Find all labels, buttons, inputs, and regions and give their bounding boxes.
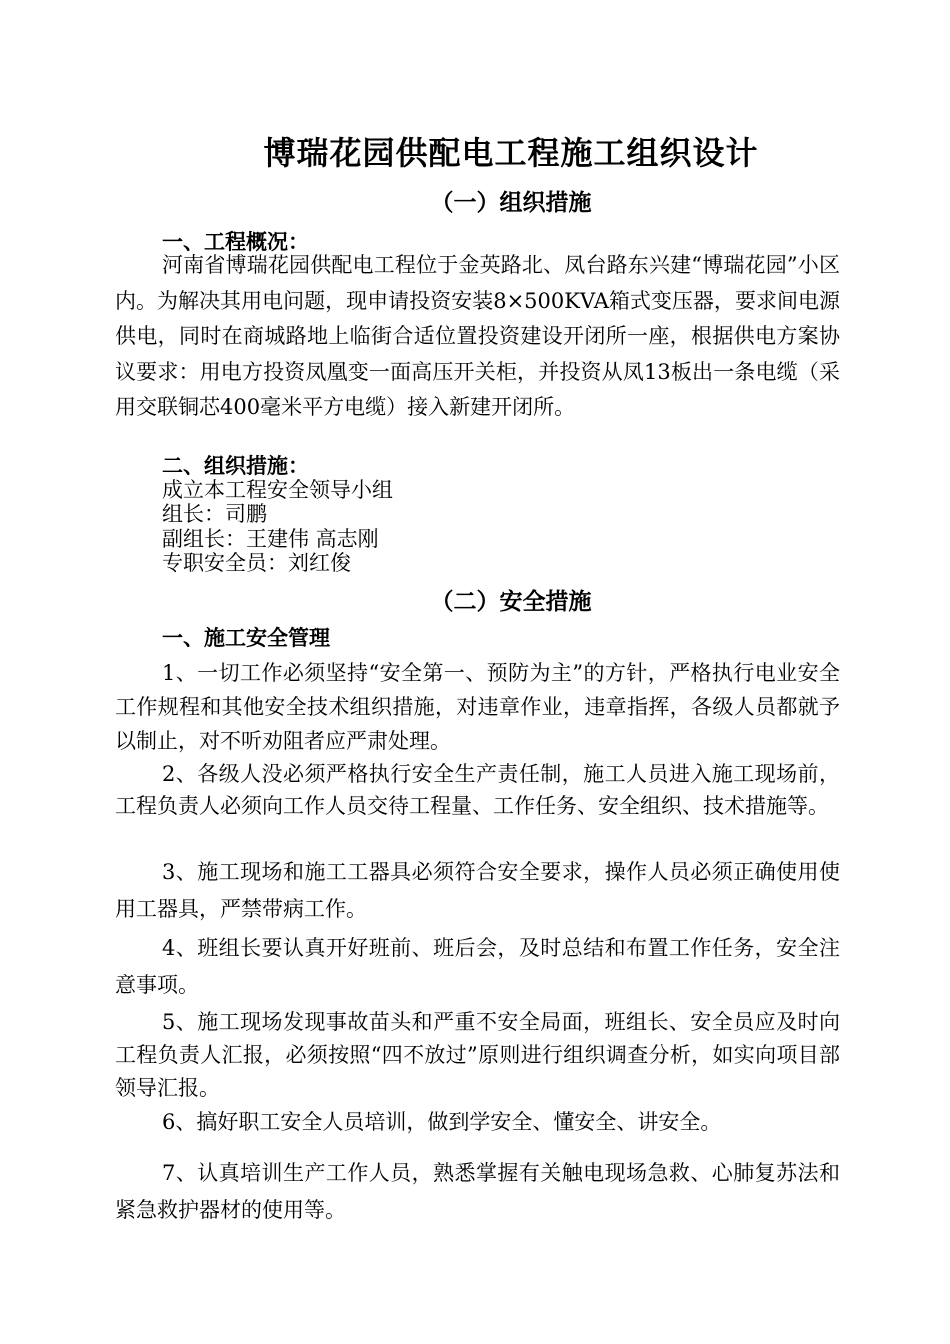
safety-item-4: 4、班组长要认真开好班前、班后会，及时总结和布置工作任务，安全注意事项。 — [115, 936, 840, 997]
safety-management-heading: 一、施工安全管理 — [162, 625, 330, 650]
org-line-safety-officer: 专职安全员：刘红俊 — [162, 551, 351, 575]
section-heading-safety: （二）安全措施 — [430, 588, 592, 615]
section-heading-organization: （一）组织措施 — [430, 189, 592, 216]
org-line-deputy: 副组长：王建伟 高志刚 — [162, 527, 379, 551]
safety-item-3: 3、施工现场和施工工器具必须符合安全要求，操作人员必须正确使用使用工器具，严禁带病工作。 — [115, 860, 840, 921]
safety-item-7: 7、认真培训生产工作人员，熟悉掌握有关触电现场急救、心肺复苏法和紧急救护器材的使用等。 — [115, 1161, 840, 1222]
overview-paragraph: 河南省博瑞花园供配电工程位于金英路北、凤台路东兴建“博瑞花园”小区内。为解决其用电问题，现申请投资安装8×500KVA箱式变压器，要求间电源供电，同时在商城路地上临街合适位置投资建设开闭所一座，根据供电方案协议要求：用电方投资凤凰变一面高压开关柜，并投资从凤13板出一条电缆（采用交联铜芯400毫米平方电缆）接入新建开闭所。 — [115, 253, 840, 419]
safety-item-1: 1、一切工作必须坚持“安全第一、预防为主”的方针，严格执行电业安全工作规程和其他安全技术组织措施，对违章作业，违章指挥，各级人员都就予以制止，对不听劝阻者应严肃处理。 — [115, 661, 840, 753]
document-title: 博瑞花园供配电工程施工组织设计 — [263, 134, 759, 172]
safety-item-5: 5、施工现场发现事故苗头和严重不安全局面，班组长、安全员应及时向工程负责人汇报，必须按照“四不放过”原则进行组织调查分析，如实向项目部领导汇报。 — [115, 1010, 840, 1100]
overview-heading: 一、工程概况： — [162, 229, 309, 254]
org-line-leader: 组长：司鹏 — [162, 502, 267, 526]
org-measures-heading: 二、组织措施： — [162, 453, 309, 478]
safety-item-6: 6、搞好职工安全人员培训，做到学安全、懂安全、讲安全。 — [162, 1110, 722, 1134]
org-line-group: 成立本工程安全领导小组 — [162, 478, 393, 502]
safety-item-2: 2、各级人没必须严格执行安全生产责任制，施工人员进入施工现场前，工程负责人必须向工作人员交待工程量、工作任务、安全组织、技术措施等。 — [115, 762, 840, 818]
